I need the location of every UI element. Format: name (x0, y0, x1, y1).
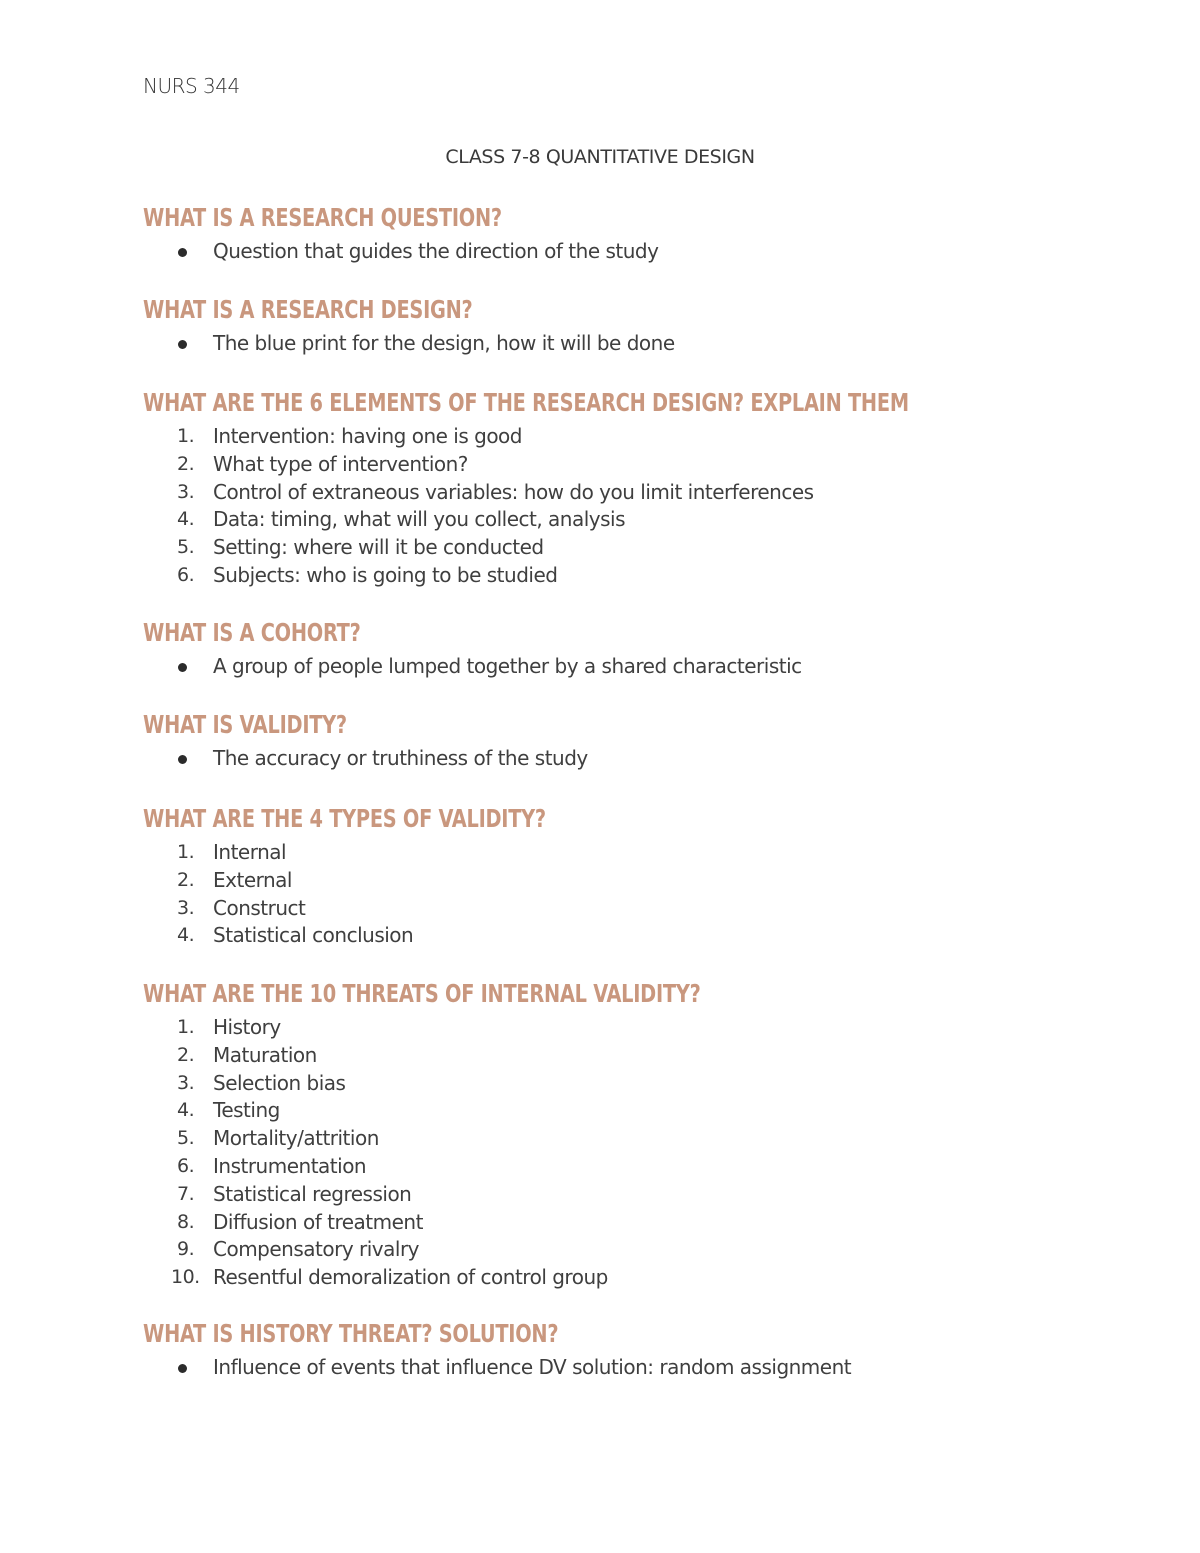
course-code: NURS 344 (143, 74, 240, 98)
list-item (143, 1264, 1123, 1292)
list-number: 2. (177, 1043, 195, 1066)
list-item-text: Question that guides the direction of the study (213, 239, 659, 263)
section-validity (143, 705, 1123, 773)
list-item-text: Data: timing, what will you collect, analysis (213, 507, 626, 532)
section-heading: WHAT IS A COHORT? (143, 618, 361, 647)
bullet-list (143, 330, 1123, 358)
list-number: 7. (177, 1182, 195, 1205)
list-item-text: Subjects: who is going to be studied (213, 562, 558, 587)
list-item (143, 653, 1123, 681)
list-item (143, 867, 1123, 895)
list-item-text: A group of people lumped together by a shared characteristic (213, 654, 802, 678)
list-item-text: The blue print for the design, how it will be done (213, 331, 675, 355)
bullet-icon (178, 340, 187, 349)
list-item-text: History (213, 1015, 281, 1039)
list-item-text: Maturation (213, 1042, 317, 1067)
list-item (143, 238, 1123, 266)
list-item (143, 562, 1123, 590)
list-item-text: Control of extraneous variables: how do you limit interferences (213, 479, 814, 504)
list-number: 9. (177, 1238, 195, 1261)
section-heading: WHAT ARE THE 10 THREATS OF INTERNAL VALIDITY? (143, 979, 701, 1008)
bullet-list (143, 238, 1123, 266)
bullet-list (143, 1354, 1123, 1382)
list-item (143, 451, 1123, 479)
list-item-text: Instrumentation (213, 1153, 367, 1178)
list-item-text: Internal (213, 840, 287, 864)
list-item (143, 423, 1123, 451)
section-heading: WHAT ARE THE 4 TYPES OF VALIDITY? (143, 804, 546, 833)
list-item-text: External (213, 867, 292, 892)
list-item (143, 1042, 1123, 1070)
list-number: 3. (177, 1071, 195, 1094)
list-item (143, 1236, 1123, 1264)
list-item-text: Diffusion of treatment (213, 1209, 423, 1234)
list-number: 10. (171, 1266, 200, 1289)
list-number: 1. (177, 425, 195, 447)
list-number: 8. (177, 1210, 195, 1233)
section-internal-validity-threats (143, 974, 1123, 1292)
list-item-text: Statistical conclusion (213, 923, 414, 948)
section-history-threat (143, 1314, 1123, 1382)
section-design-elements (143, 383, 1123, 590)
list-item (143, 506, 1123, 534)
list-number: 4. (177, 508, 195, 531)
bullet-icon (178, 663, 187, 672)
list-number: 6. (177, 1154, 195, 1177)
section-research-design (143, 290, 1123, 358)
list-item (143, 839, 1123, 867)
list-item-text: Resentful demoralization of control group (213, 1265, 608, 1290)
numbered-list (143, 423, 1123, 590)
list-number: 3. (177, 480, 195, 503)
document-title: CLASS 7-8 QUANTITATIVE DESIGN (445, 146, 755, 168)
section-heading: WHAT IS A RESEARCH DESIGN? (143, 295, 473, 324)
list-item (143, 479, 1123, 507)
list-number: 5. (177, 1127, 195, 1150)
list-number: 4. (177, 1099, 195, 1122)
list-item (143, 330, 1123, 358)
list-item-text: Compensatory rivalry (213, 1237, 420, 1262)
list-number: 1. (177, 841, 195, 863)
list-item-text: Influence of events that influence DV solution: random assignment (213, 1355, 852, 1379)
bullet-list (143, 745, 1123, 773)
list-number: 6. (177, 563, 195, 586)
list-item (143, 534, 1123, 562)
section-heading: WHAT IS HISTORY THREAT? SOLUTION? (143, 1319, 559, 1348)
list-item-text: Selection bias (213, 1070, 346, 1095)
list-item (143, 745, 1123, 773)
section-heading: WHAT IS A RESEARCH QUESTION? (143, 203, 502, 232)
list-item (143, 1070, 1123, 1098)
list-number: 4. (177, 924, 195, 947)
bullet-icon (178, 1364, 187, 1373)
list-item (143, 1181, 1123, 1209)
numbered-list (143, 1014, 1123, 1292)
bullet-icon (178, 755, 187, 764)
list-number: 2. (177, 868, 195, 891)
list-item-text: What type of intervention? (213, 451, 468, 476)
list-item-text: Statistical regression (213, 1181, 412, 1206)
list-item (143, 1097, 1123, 1125)
list-number: 5. (177, 536, 195, 559)
list-item-text: The accuracy or truthiness of the study (213, 746, 588, 770)
list-item (143, 895, 1123, 923)
list-number: 2. (177, 452, 195, 475)
list-item-text: Setting: where will it be conducted (213, 535, 544, 560)
bullet-list (143, 653, 1123, 681)
list-item (143, 1125, 1123, 1153)
list-item-text: Construct (213, 895, 306, 920)
section-heading: WHAT ARE THE 6 ELEMENTS OF THE RESEARCH DESIGN? EXPLAIN THEM (143, 388, 909, 417)
section-heading: WHAT IS VALIDITY? (143, 710, 347, 739)
list-item (143, 922, 1123, 950)
list-item (143, 1153, 1123, 1181)
list-number: 3. (177, 896, 195, 919)
list-item (143, 1209, 1123, 1237)
list-item (143, 1014, 1123, 1042)
numbered-list (143, 839, 1123, 950)
section-validity-types (143, 799, 1123, 950)
list-item-text: Testing (213, 1098, 280, 1123)
bullet-icon (178, 248, 187, 257)
list-item (143, 1354, 1123, 1382)
list-item-text: Intervention: having one is good (213, 424, 522, 448)
list-number: 1. (177, 1016, 195, 1038)
list-item-text: Mortality/attrition (213, 1126, 379, 1151)
section-cohort (143, 613, 1123, 681)
section-research-question (143, 198, 1123, 266)
